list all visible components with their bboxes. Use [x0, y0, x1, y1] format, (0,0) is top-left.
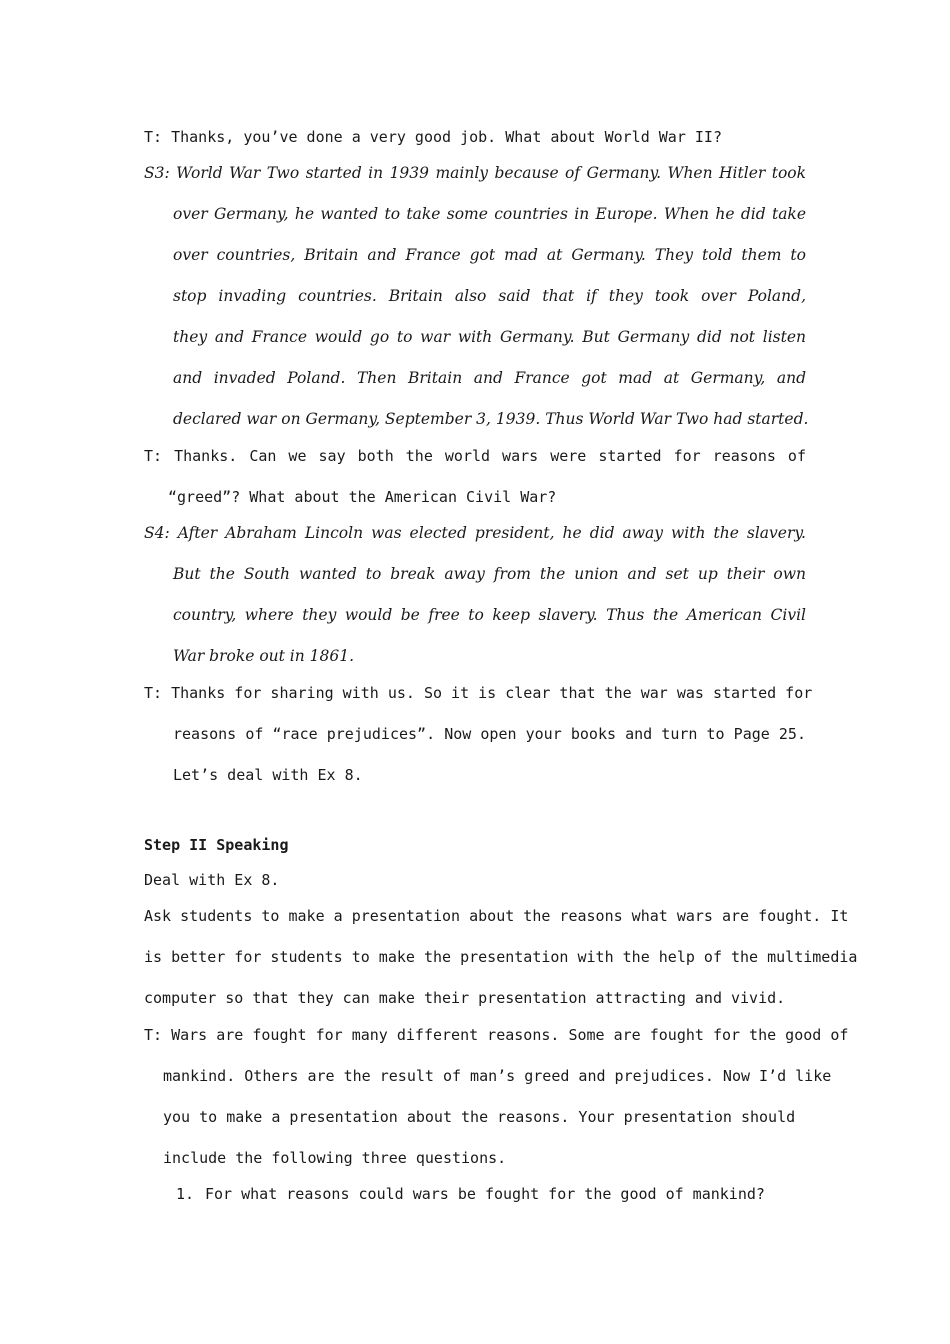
instructions-paragraph [144, 907, 858, 1008]
text-line: Let’s deal with Ex 8. [173, 766, 363, 784]
text-line: War broke out in 1861. [173, 647, 355, 665]
text-line: they and France would go to war with Germany. But Germany did not listen [173, 328, 806, 346]
text-line: Ask students to make a presentation about the reasons what wars are fought. It [144, 907, 849, 925]
text-line: stop invading countries. Britain also said that if they took over Poland, [173, 287, 806, 305]
deal-line [144, 871, 806, 890]
text-line: “greed”? What about the American Civil War? [168, 488, 557, 506]
text-line: T: Thanks for sharing with us. So it is clear that the war was started for [144, 684, 813, 702]
text-line: S4: After Abraham Lincoln was elected president, he did away with the slavery. [144, 524, 806, 542]
text-line: mankind. Others are the result of man’s greed and prejudices. Now I’d like [163, 1067, 832, 1085]
teacher-line-1 [144, 128, 806, 147]
text-line: over countries, Britain and France got mad at Germany. They told them to [173, 246, 806, 264]
text-line: country, where they would be free to keep slavery. Thus the American Civil [173, 606, 806, 624]
teacher-line-3 [144, 684, 813, 785]
teacher-line-2 [144, 447, 806, 507]
student-4-answer [144, 524, 806, 666]
question-text: For what reasons could wars be fought for the good of mankind? [205, 1185, 765, 1203]
text-line: reasons of “race prejudices”. Now open your books and turn to Page 25. [173, 725, 806, 743]
teacher-line-4 [144, 1026, 849, 1168]
text-line: declared war on Germany, September 3, 1939. Thus World War Two had started. [173, 410, 809, 428]
question-number: 1. [176, 1185, 195, 1203]
text-line: Deal with Ex 8. [144, 871, 280, 889]
text-line: T: Thanks, you’ve done a very good job. What about World War II? [144, 128, 722, 146]
text-line: include the following three questions. [163, 1149, 507, 1167]
text-line: over Germany, he wanted to take some countries in Europe. When he did take [173, 205, 806, 223]
text-line: you to make a presentation about the reasons. Your presentation should [163, 1108, 796, 1126]
step-heading: Step II Speaking [144, 836, 289, 854]
student-3-answer [144, 164, 809, 429]
text-line: T: Wars are fought for many different reasons. Some are fought for the good of [144, 1026, 849, 1044]
question-item [176, 1185, 765, 1204]
text-line: S3: World War Two started in 1939 mainly because of Germany. When Hitler took [144, 164, 806, 182]
text-line: is better for students to make the presentation with the help of the multimedia [144, 948, 858, 966]
text-line: computer so that they can make their presentation attracting and vivid. [144, 989, 786, 1007]
text-line: and invaded Poland. Then Britain and France got mad at Germany, and [173, 369, 806, 387]
text-line: T: Thanks. Can we say both the world wars were started for reasons of [144, 447, 806, 465]
text-line: But the South wanted to break away from the union and set up their own [173, 565, 806, 583]
